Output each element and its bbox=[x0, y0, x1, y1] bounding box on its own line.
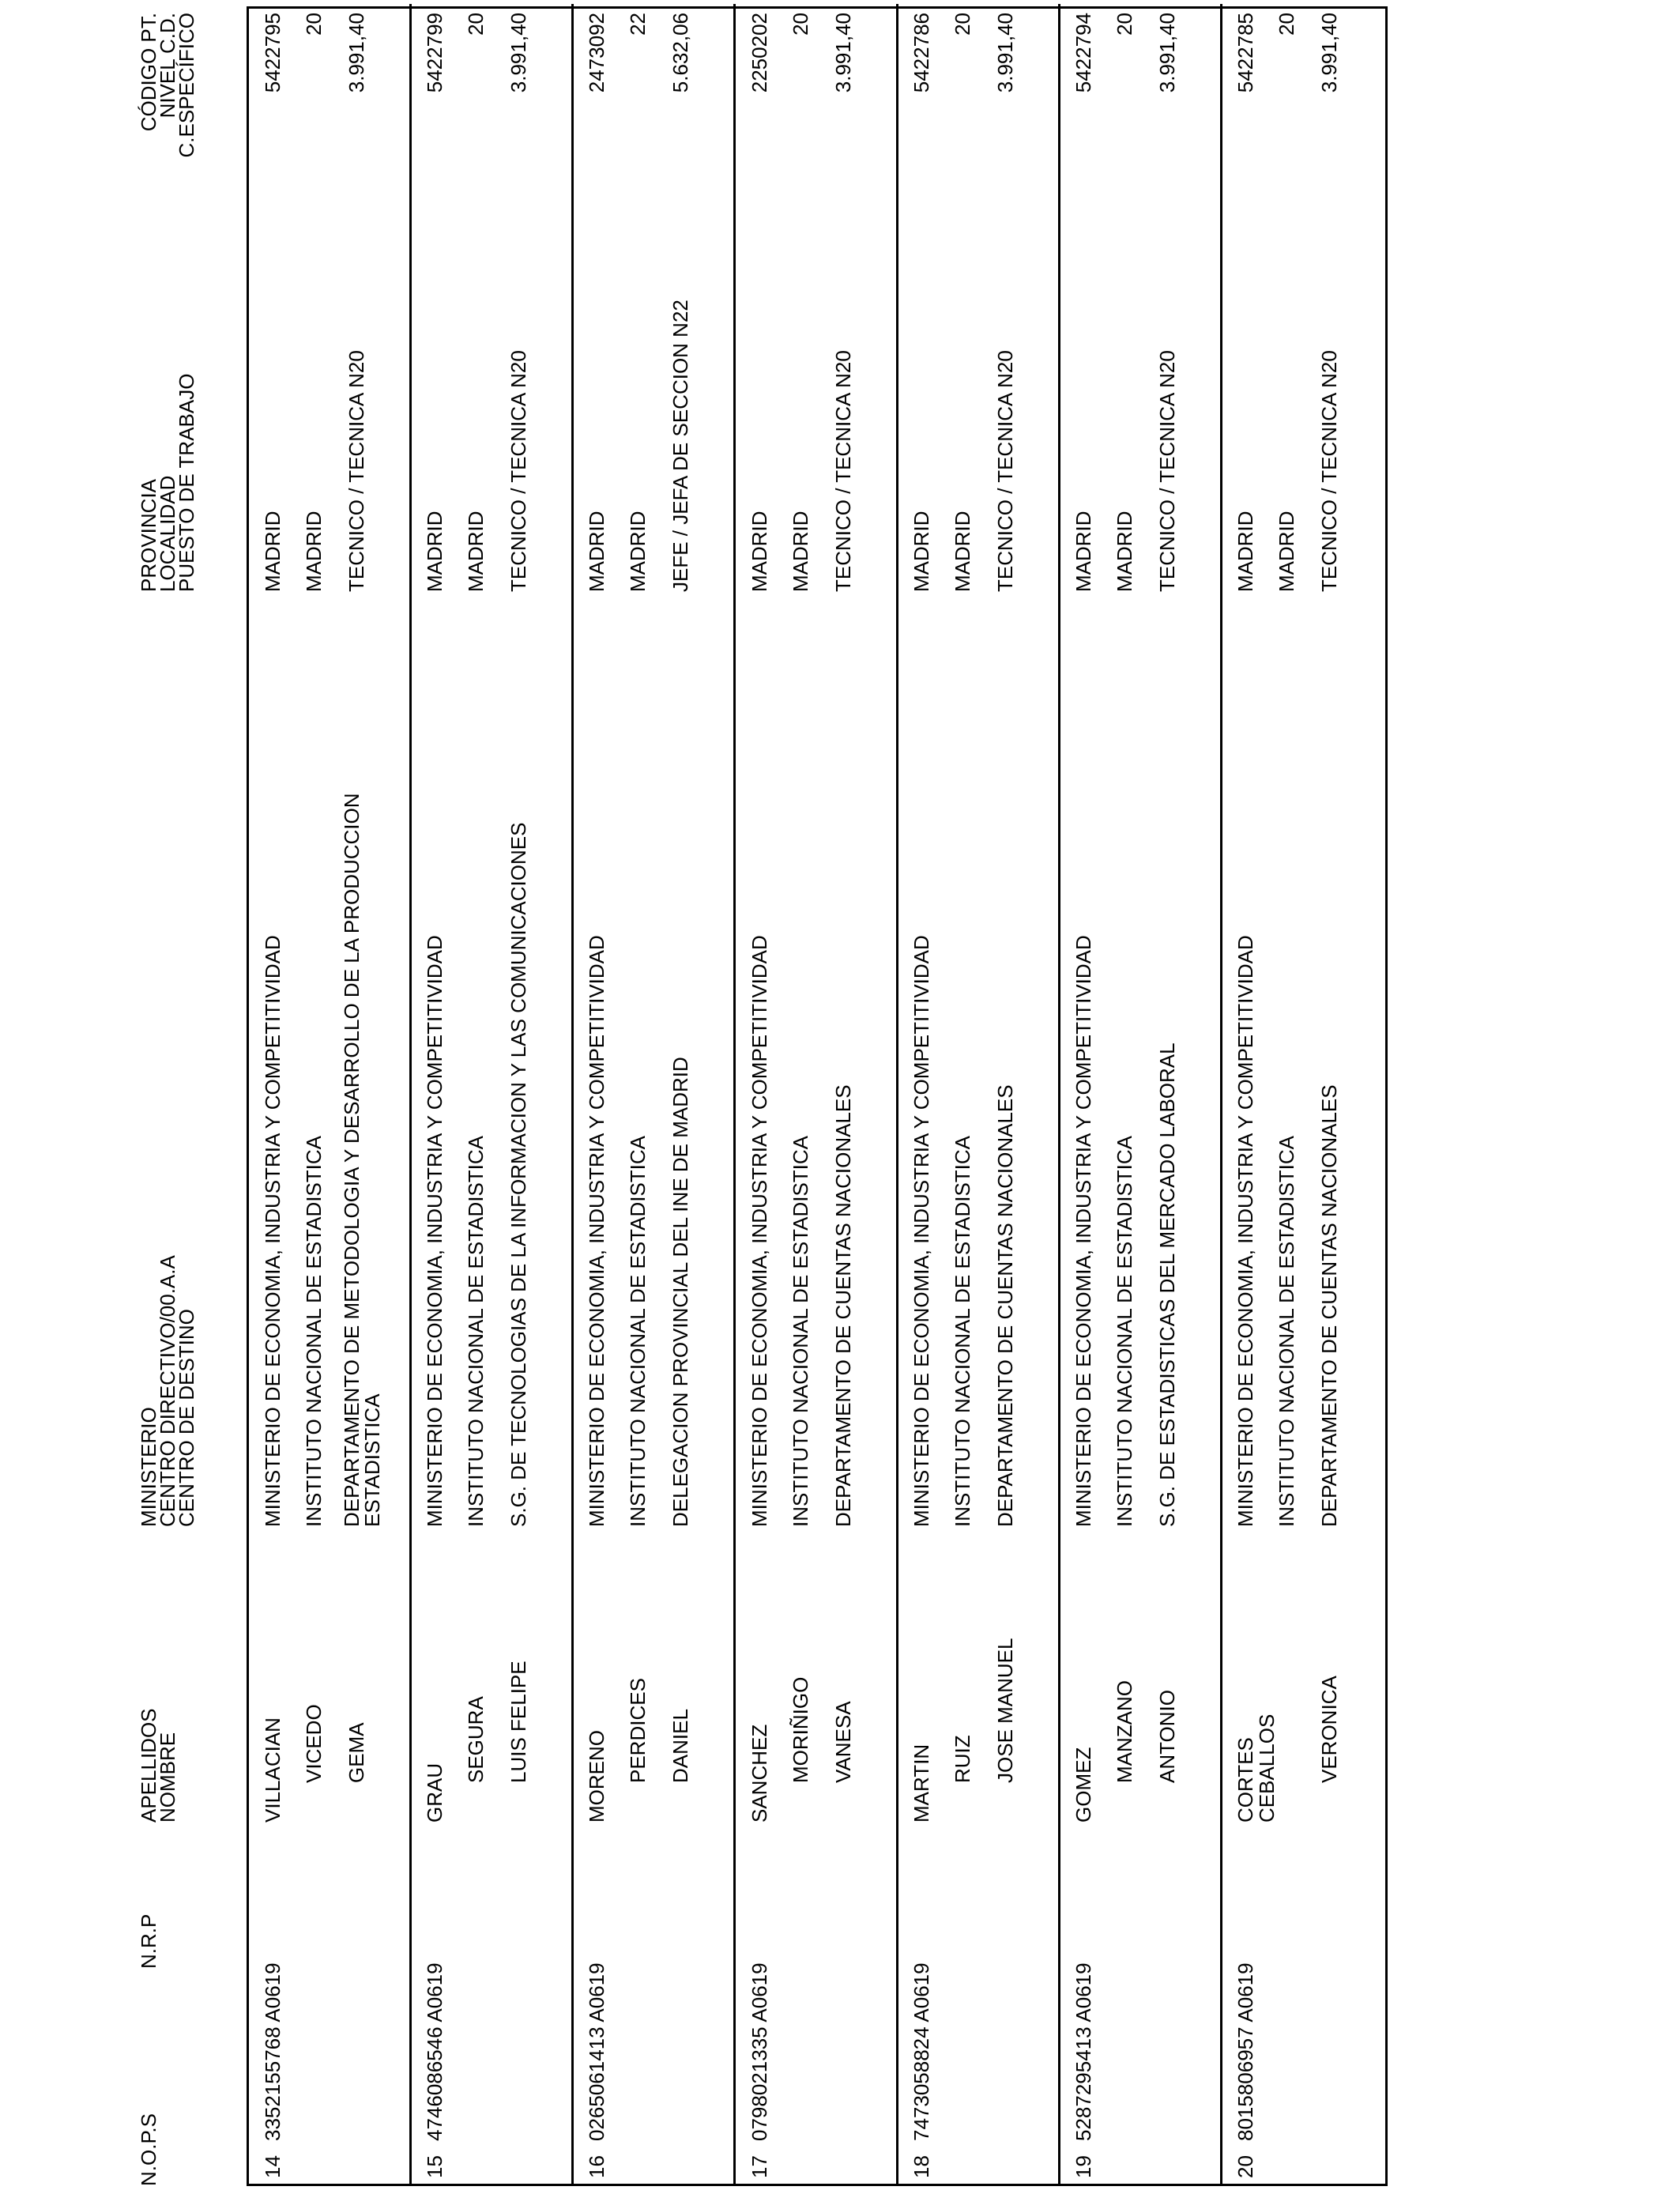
nops-number: 19 bbox=[1072, 2155, 1095, 2178]
centro-destino: DELEGACION PROVINCIAL DEL INE DE MADRID bbox=[669, 1057, 692, 1527]
codigo-pt: 5422785 bbox=[1234, 13, 1257, 93]
centro-destino: DEPARTAMENTO DE METODOLOGIA Y DESARROLLO DE LA PRODUCCION bbox=[340, 793, 363, 1527]
row-separator bbox=[409, 4, 412, 2184]
apellido-2: SEGURA bbox=[464, 1696, 488, 1783]
apellido-2: MANZANO bbox=[1113, 1680, 1136, 1783]
codigo-pt: 2473092 bbox=[585, 13, 608, 93]
header-centro-destino: CENTRO DE DESTINO bbox=[175, 1309, 198, 1527]
complemento-especifico: 3.991,40 bbox=[507, 13, 530, 93]
nops-number: 15 bbox=[423, 2155, 446, 2178]
apellido-2: RUIZ bbox=[951, 1735, 974, 1783]
nivel-cd: 20 bbox=[464, 13, 488, 36]
apellido-2: VICEDO bbox=[302, 1704, 326, 1783]
nivel-cd: 20 bbox=[789, 13, 812, 36]
nombre: JOSE MANUEL bbox=[993, 1638, 1017, 1783]
provincia: MADRID bbox=[748, 511, 771, 592]
centro-directivo: INSTITUTO NACIONAL DE ESTADISTICA bbox=[1275, 1135, 1298, 1527]
puesto-trabajo: JEFE / JEFA DE SECCION N22 bbox=[669, 300, 692, 592]
nrp-code: 0798021335 A0619 bbox=[748, 1962, 771, 2141]
header-centro-directivo: CENTRO DIRECTIVO/00.A.A bbox=[156, 1255, 179, 1527]
nivel-cd: 20 bbox=[951, 13, 974, 36]
puesto-trabajo: TECNICO / TECNICA N20 bbox=[831, 350, 855, 592]
apellido-1: GRAU bbox=[423, 1762, 446, 1823]
header-nivel: NIVEL C.D. bbox=[156, 13, 179, 119]
centro-directivo: INSTITUTO NACIONAL DE ESTADISTICA bbox=[302, 1135, 326, 1527]
header-puesto: PUESTO DE TRABAJO bbox=[175, 373, 198, 592]
nrp-code: 8015806957 A0619 bbox=[1234, 1962, 1257, 2141]
centro-destino-continuation: ESTADISTICA bbox=[360, 1393, 384, 1527]
localidad: MADRID bbox=[1113, 511, 1136, 592]
complemento-especifico: 5.632,06 bbox=[669, 13, 692, 93]
ministerio: MINISTERIO DE ECONOMIA, INDUSTRIA Y COMPETITIVIDAD bbox=[585, 935, 608, 1527]
complemento-especifico: 3.991,40 bbox=[1317, 13, 1341, 93]
nivel-cd: 20 bbox=[1113, 13, 1136, 36]
header-nops: N.O.P.S bbox=[137, 2113, 160, 2186]
puesto-trabajo: TECNICO / TECNICA N20 bbox=[993, 350, 1017, 592]
centro-directivo: INSTITUTO NACIONAL DE ESTADISTICA bbox=[789, 1135, 812, 1527]
localidad: MADRID bbox=[789, 511, 812, 592]
apellido-1: MARTIN bbox=[910, 1744, 933, 1823]
codigo-pt: 2250202 bbox=[748, 13, 771, 93]
provincia: MADRID bbox=[910, 511, 933, 592]
nombre: VANESA bbox=[831, 1701, 855, 1783]
provincia: MADRID bbox=[423, 511, 446, 592]
complemento-especifico: 3.991,40 bbox=[345, 13, 368, 93]
codigo-pt: 5422795 bbox=[261, 13, 284, 93]
nrp-code: 4746086546 A0619 bbox=[423, 1962, 446, 2141]
provincia: MADRID bbox=[1072, 511, 1095, 592]
nombre: VERONICA bbox=[1317, 1676, 1341, 1783]
apellido-1: GOMEZ bbox=[1072, 1747, 1095, 1823]
nivel-cd: 22 bbox=[626, 13, 650, 36]
nrp-code: 7473058824 A0619 bbox=[910, 1962, 933, 2141]
nops-number: 18 bbox=[910, 2155, 933, 2178]
header-codigo: CÓDIGO PT. bbox=[137, 13, 160, 132]
header-especifico: C.ESPECÍFICO bbox=[175, 13, 198, 158]
localidad: MADRID bbox=[951, 511, 974, 592]
centro-directivo: INSTITUTO NACIONAL DE ESTADISTICA bbox=[1113, 1135, 1136, 1527]
localidad: MADRID bbox=[1275, 511, 1298, 592]
nops-number: 17 bbox=[748, 2155, 771, 2178]
puesto-trabajo: TECNICO / TECNICA N20 bbox=[1155, 350, 1179, 592]
ministerio: MINISTERIO DE ECONOMIA, INDUSTRIA Y COMPETITIVIDAD bbox=[910, 935, 933, 1527]
row-separator bbox=[1220, 4, 1222, 2184]
complemento-especifico: 3.991,40 bbox=[831, 13, 855, 93]
complemento-especifico: 3.991,40 bbox=[993, 13, 1017, 93]
puesto-trabajo: TECNICO / TECNICA N20 bbox=[345, 350, 368, 592]
codigo-pt: 5422799 bbox=[423, 13, 446, 93]
centro-destino: S.G. DE TECNOLOGIAS DE LA INFORMACION Y LAS COMUNICACIONES bbox=[507, 822, 530, 1527]
nrp-code: 5287295413 A0619 bbox=[1072, 1962, 1095, 2141]
nombre: LUIS FELIPE bbox=[507, 1661, 530, 1783]
nombre: GEMA bbox=[345, 1722, 368, 1783]
ministerio: MINISTERIO DE ECONOMIA, INDUSTRIA Y COMPETITIVIDAD bbox=[1234, 935, 1257, 1527]
complemento-especifico: 3.991,40 bbox=[1155, 13, 1179, 93]
puesto-trabajo: TECNICO / TECNICA N20 bbox=[507, 350, 530, 592]
nivel-cd: 20 bbox=[302, 13, 326, 36]
centro-destino: DEPARTAMENTO DE CUENTAS NACIONALES bbox=[831, 1084, 855, 1527]
nombre: ANTONIO bbox=[1155, 1690, 1179, 1783]
provincia: MADRID bbox=[1234, 511, 1257, 592]
row-separator bbox=[571, 4, 574, 2184]
codigo-pt: 5422794 bbox=[1072, 13, 1095, 93]
ministerio: MINISTERIO DE ECONOMIA, INDUSTRIA Y COMPETITIVIDAD bbox=[748, 935, 771, 1527]
header-apellidos: APELLIDOS bbox=[137, 1708, 160, 1823]
nivel-cd: 20 bbox=[1275, 13, 1298, 36]
apellido-1: CORTES bbox=[1234, 1737, 1257, 1823]
row-separator bbox=[896, 4, 898, 2184]
provincia: MADRID bbox=[261, 511, 284, 592]
apellido-2: PERDICES bbox=[626, 1678, 650, 1783]
header-provincia: PROVINCIA bbox=[137, 478, 160, 592]
header-ministerio: MINISTERIO bbox=[137, 1407, 160, 1527]
centro-destino: DEPARTAMENTO DE CUENTAS NACIONALES bbox=[993, 1084, 1017, 1527]
provincia: MADRID bbox=[585, 511, 608, 592]
localidad: MADRID bbox=[302, 511, 326, 592]
nops-number: 16 bbox=[585, 2155, 608, 2178]
records-table bbox=[247, 6, 1388, 2186]
nrp-code: 0265061413 A0619 bbox=[585, 1962, 608, 2141]
centro-destino: S.G. DE ESTADISTICAS DEL MERCADO LABORAL bbox=[1155, 1042, 1179, 1527]
ministerio: MINISTERIO DE ECONOMIA, INDUSTRIA Y COMPETITIVIDAD bbox=[423, 935, 446, 1527]
ministerio: MINISTERIO DE ECONOMIA, INDUSTRIA Y COMPETITIVIDAD bbox=[1072, 935, 1095, 1527]
apellido-1: MORENO bbox=[585, 1730, 608, 1823]
ministerio: MINISTERIO DE ECONOMIA, INDUSTRIA Y COMPETITIVIDAD bbox=[261, 935, 284, 1527]
apellido-2: CEBALLOS bbox=[1255, 1713, 1279, 1823]
puesto-trabajo: TECNICO / TECNICA N20 bbox=[1317, 350, 1341, 592]
apellido-1: SANCHEZ bbox=[748, 1724, 771, 1823]
header-nombre: NOMBRE bbox=[156, 1732, 179, 1823]
nops-number: 20 bbox=[1234, 2155, 1257, 2178]
row-separator bbox=[733, 4, 736, 2184]
row-separator bbox=[1058, 4, 1060, 2184]
localidad: MADRID bbox=[626, 511, 650, 592]
centro-destino: DEPARTAMENTO DE CUENTAS NACIONALES bbox=[1317, 1084, 1341, 1527]
apellido-2: MORIÑIGO bbox=[789, 1676, 812, 1783]
header-nrp: N.R.P bbox=[137, 1913, 160, 1969]
centro-directivo: INSTITUTO NACIONAL DE ESTADISTICA bbox=[626, 1135, 650, 1527]
centro-directivo: INSTITUTO NACIONAL DE ESTADISTICA bbox=[464, 1135, 488, 1527]
nombre: DANIEL bbox=[669, 1709, 692, 1783]
codigo-pt: 5422786 bbox=[910, 13, 933, 93]
nrp-code: 3352155768 A0619 bbox=[261, 1962, 284, 2141]
header-localidad: LOCALIDAD bbox=[156, 475, 179, 592]
centro-directivo: INSTITUTO NACIONAL DE ESTADISTICA bbox=[951, 1135, 974, 1527]
nops-number: 14 bbox=[261, 2155, 284, 2178]
localidad: MADRID bbox=[464, 511, 488, 592]
apellido-1: VILLACIAN bbox=[261, 1717, 284, 1823]
